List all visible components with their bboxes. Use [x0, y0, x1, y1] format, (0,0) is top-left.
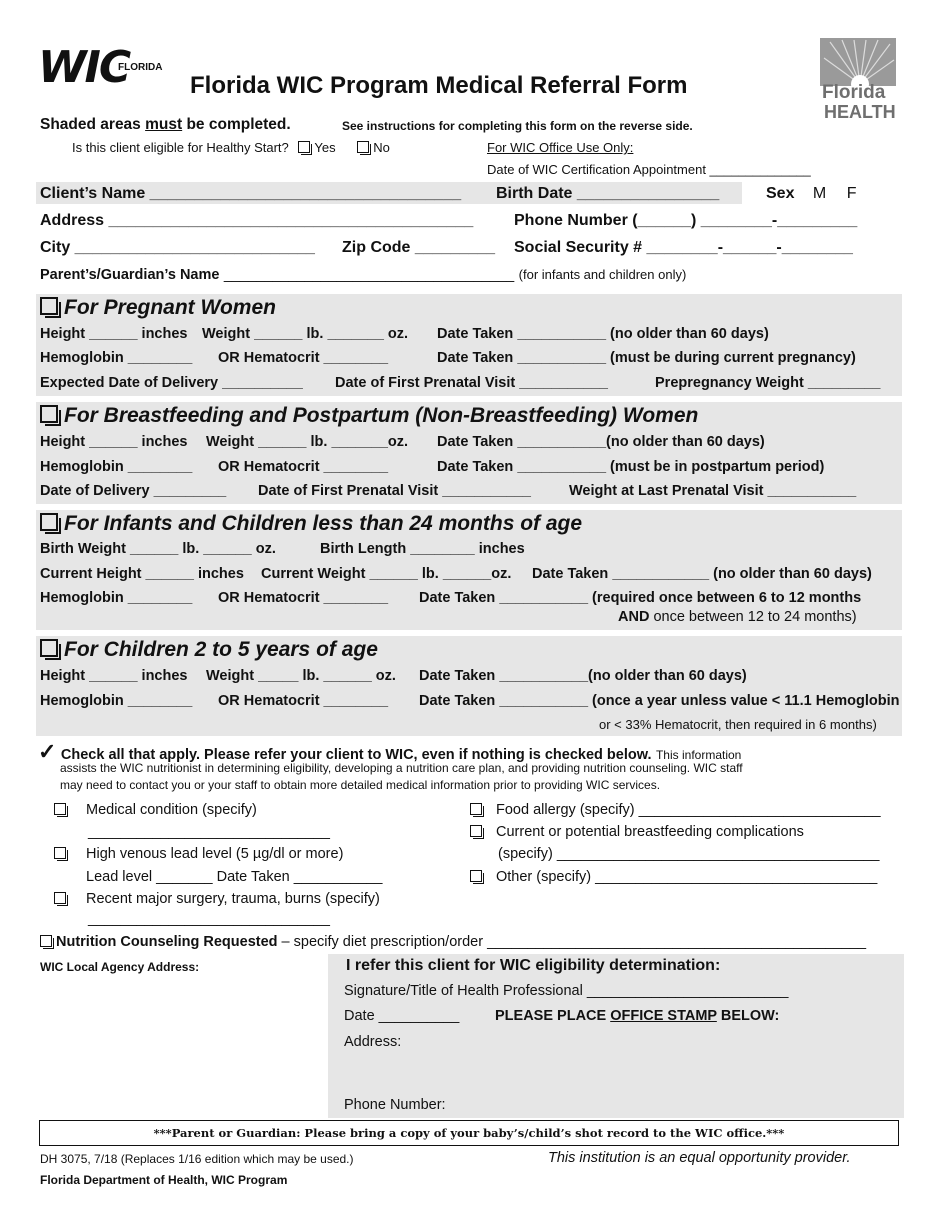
- lead-level-field[interactable]: Lead level _______ Date Taken ___________: [86, 869, 383, 885]
- postpartum-date-2[interactable]: Date Taken ___________ (must be in postpartum period): [437, 459, 825, 475]
- postpartum-title[interactable]: For Breastfeeding and Postpartum (Non-Breastfeeding) Women: [40, 404, 698, 428]
- healthy-start-question: Is this client eligible for Healthy Start? Yes No: [72, 140, 390, 155]
- postpartum-checkbox[interactable]: [40, 405, 58, 423]
- form-title: Florida WIC Program Medical Referral Form: [190, 72, 688, 99]
- referral-shade: [328, 954, 904, 1118]
- surgery-item[interactable]: Recent major surgery, trauma, burns (specify): [54, 891, 380, 907]
- medical-condition-checkbox[interactable]: [54, 803, 66, 815]
- pregnant-title[interactable]: For Pregnant Women: [40, 296, 276, 320]
- nutrition-counseling-item[interactable]: Nutrition Counseling Requested – specify diet prescription/order _______________________________________________: [40, 933, 866, 951]
- infant-date-2[interactable]: Date Taken ___________ (required once between 6 to 12 months: [419, 590, 862, 606]
- food-allergy-checkbox[interactable]: [470, 803, 482, 815]
- city-field[interactable]: City ___________________________: [40, 239, 315, 256]
- pregnant-hemoglobin[interactable]: Hemoglobin ________: [40, 350, 193, 366]
- phone-field[interactable]: Phone Number (______) ________-_________: [514, 212, 858, 229]
- wic-logo-text: WIC: [38, 42, 130, 93]
- florida-health-word1: Florida: [822, 82, 886, 103]
- infant-hematocrit[interactable]: OR Hematocrit ________: [218, 590, 389, 606]
- infant-current-height[interactable]: Current Height ______ inches: [40, 566, 244, 582]
- pregnant-checkbox[interactable]: [40, 297, 58, 315]
- breastfeeding-specify[interactable]: (specify) ________________________________________: [498, 846, 880, 862]
- postpartum-delivery-date[interactable]: Date of Delivery _________: [40, 483, 227, 499]
- child-date-1[interactable]: Date Taken ___________(no older than 60 days): [419, 668, 747, 684]
- wic-logo-state: FLORIDA: [118, 62, 163, 73]
- infant-requirement-note: AND once between 12 to 24 months): [618, 609, 857, 625]
- postpartum-weight[interactable]: Weight ______ lb. _______oz.: [206, 434, 409, 450]
- other-checkbox[interactable]: [470, 870, 482, 882]
- pregnant-weight[interactable]: Weight ______ lb. _______ oz.: [202, 326, 409, 342]
- shot-record-notice: ***Parent or Guardian: Please bring a copy of your baby’s/child’s shot record to the WIC office.***: [39, 1120, 899, 1146]
- surgery-line[interactable]: ______________________________: [88, 911, 330, 927]
- form-id: DH 3075, 7/18 (Replaces 1/16 edition which may be used.): [40, 1152, 354, 1166]
- infant-birth-length[interactable]: Birth Length ________ inches: [320, 541, 525, 557]
- pregnant-height[interactable]: Height ______ inches: [40, 326, 188, 342]
- medical-condition-line[interactable]: ______________________________: [88, 824, 330, 840]
- postpartum-height[interactable]: Height ______ inches: [40, 434, 188, 450]
- healthy-start-yes-checkbox[interactable]: [298, 141, 310, 153]
- postpartum-prenatal-visit[interactable]: Date of First Prenatal Visit ___________: [258, 483, 531, 499]
- wic-logo: [38, 42, 163, 93]
- check-info-line-3: may need to contact you or your staff to obtain more detailed medical information prior to providing WIC services.: [60, 778, 661, 792]
- checkmark-icon: ✓: [38, 739, 57, 764]
- lead-level-item[interactable]: High venous lead level (5 µg/dl or more): [54, 846, 343, 862]
- pregnant-due-date[interactable]: Expected Date of Delivery __________: [40, 375, 303, 391]
- office-use-label: For WIC Office Use Only:: [487, 140, 634, 155]
- zip-field[interactable]: Zip Code _________: [342, 239, 495, 256]
- infants-title[interactable]: For Infants and Children less than 24 months of age: [40, 512, 582, 536]
- agency-address-label: WIC Local Agency Address:: [40, 960, 200, 974]
- other-item[interactable]: Other (specify) ___________________________________: [470, 869, 877, 885]
- child-hemoglobin[interactable]: Hemoglobin ________: [40, 693, 193, 709]
- children-title[interactable]: For Children 2 to 5 years of age: [40, 638, 378, 662]
- referral-heading: I refer this client for WIC eligibility determination:: [346, 957, 721, 974]
- client-name-field[interactable]: Client’s Name ___________________________________: [40, 185, 462, 202]
- healthy-start-no-checkbox[interactable]: [357, 141, 369, 153]
- equal-opportunity: This institution is an equal opportunity provider.: [548, 1150, 851, 1166]
- instructions-note: See instructions for completing this form on the reverse side.: [342, 119, 693, 133]
- birth-date-field[interactable]: Birth Date ________________: [496, 185, 720, 202]
- food-allergy-item[interactable]: Food allergy (specify) ______________________________: [470, 802, 881, 818]
- shaded-note: Shaded areas must be completed.: [40, 116, 291, 133]
- postpartum-date-1[interactable]: Date Taken ___________(no older than 60 days): [437, 434, 765, 450]
- breastfeeding-checkbox[interactable]: [470, 825, 482, 837]
- pregnant-hematocrit[interactable]: OR Hematocrit ________: [218, 350, 389, 366]
- child-hematocrit[interactable]: OR Hematocrit ________: [218, 693, 389, 709]
- infant-current-weight[interactable]: Current Weight ______ lb. ______oz.: [261, 566, 512, 582]
- check-info-line-2: assists the WIC nutritionist in determining eligibility, developing a nutrition care plan, and providing nutrition counseling. WIC staff: [60, 761, 743, 775]
- infant-date-1[interactable]: Date Taken ____________ (no older than 60 days): [532, 566, 872, 582]
- postpartum-last-weight[interactable]: Weight at Last Prenatal Visit ___________: [569, 483, 857, 499]
- infant-birth-weight[interactable]: Birth Weight ______ lb. ______ oz.: [40, 541, 276, 557]
- florida-health-logo: [820, 38, 896, 122]
- certification-date-field[interactable]: Date of WIC Certification Appointment ______________: [487, 162, 811, 177]
- referral-phone-field[interactable]: Phone Number:: [344, 1097, 446, 1113]
- pregnant-date-1[interactable]: Date Taken ___________ (no older than 60 days): [437, 326, 769, 342]
- pregnant-prepregnancy-weight[interactable]: Prepregnancy Weight _________: [655, 375, 881, 391]
- postpartum-hemoglobin[interactable]: Hemoglobin ________: [40, 459, 193, 475]
- florida-health-word2: HEALTH: [824, 102, 896, 122]
- child-date-2[interactable]: Date Taken ___________ (once a year unless value < 11.1 Hemoglobin: [419, 693, 900, 709]
- pregnant-date-2[interactable]: Date Taken ___________ (must be during current pregnancy): [437, 350, 856, 366]
- sunburst-icon: [820, 38, 896, 86]
- sex-field[interactable]: Sex M F: [766, 185, 857, 202]
- referral-address-field[interactable]: Address:: [344, 1034, 402, 1050]
- nutrition-checkbox[interactable]: [40, 935, 52, 947]
- address-field[interactable]: Address _________________________________________: [40, 212, 474, 229]
- stamp-instruction: PLEASE PLACE OFFICE STAMP BELOW:: [495, 1008, 780, 1024]
- breastfeeding-item[interactable]: Current or potential breastfeeding complications: [470, 824, 804, 840]
- child-requirement-note: or < 33% Hematocrit, then required in 6 months): [599, 717, 877, 732]
- guardian-field[interactable]: Parent’s/Guardian’s Name ____________________________________ (for infants and children only): [40, 267, 687, 283]
- check-heading: ✓ Check all that apply. Please refer your client to WIC, even if nothing is checked below. This information: [38, 739, 742, 764]
- infants-checkbox[interactable]: [40, 513, 58, 531]
- child-height[interactable]: Height ______ inches: [40, 668, 188, 684]
- lead-level-checkbox[interactable]: [54, 847, 66, 859]
- medical-condition-item[interactable]: Medical condition (specify): [54, 802, 257, 818]
- surgery-checkbox[interactable]: [54, 892, 66, 904]
- signature-field[interactable]: Signature/Title of Health Professional _________________________: [344, 983, 789, 999]
- children-checkbox[interactable]: [40, 639, 58, 657]
- department: Florida Department of Health, WIC Program: [40, 1173, 288, 1187]
- child-weight[interactable]: Weight _____ lb. ______ oz.: [206, 668, 396, 684]
- postpartum-hematocrit[interactable]: OR Hematocrit ________: [218, 459, 389, 475]
- infant-hemoglobin[interactable]: Hemoglobin ________: [40, 590, 193, 606]
- ssn-field[interactable]: Social Security # ________-______-________: [514, 239, 853, 256]
- pregnant-prenatal-visit[interactable]: Date of First Prenatal Visit ___________: [335, 375, 608, 391]
- referral-date-field[interactable]: Date __________: [344, 1008, 460, 1024]
